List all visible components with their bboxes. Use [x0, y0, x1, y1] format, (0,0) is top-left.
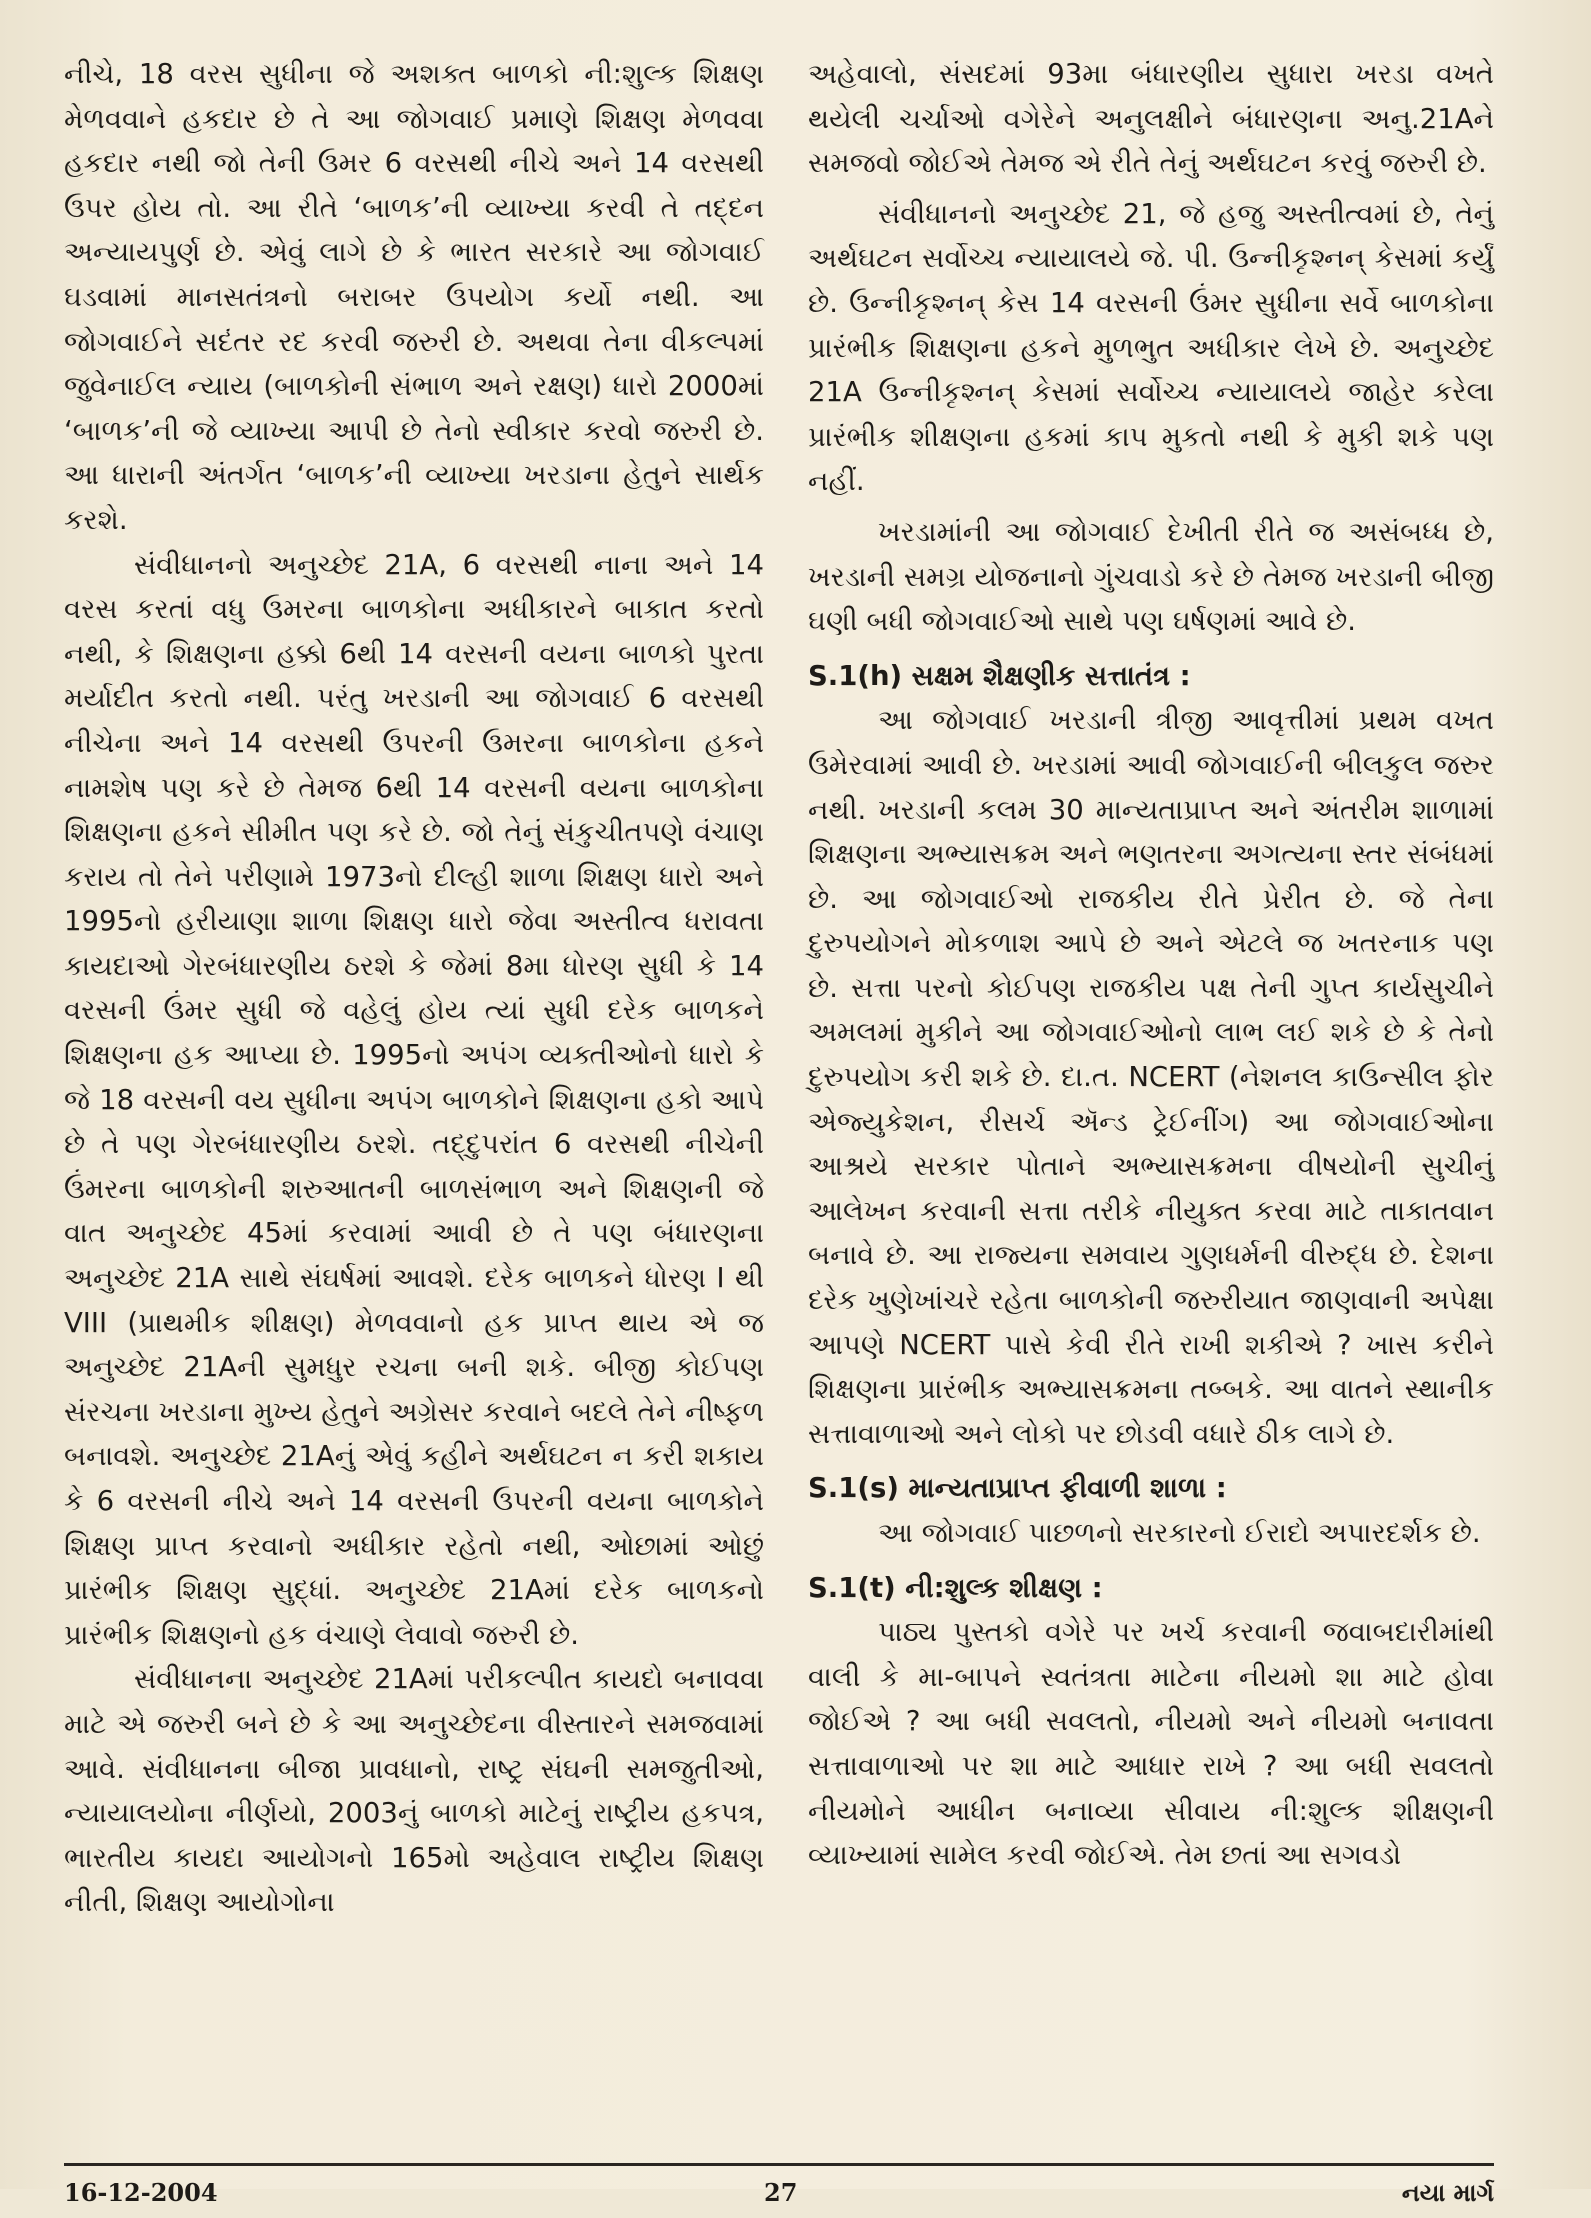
page-footer — [64, 2178, 1494, 2218]
left-paragraph-1: નીચે, 18 વરસ સુધીના જે અશક્ત બાળકો ની:શુલ્ક શિક્ષણ મેળવવાને હકદાર છે તે આ જોગવાઈ પ્રમાણે શિક્ષણ મેળવવા હકદાર નથી જો તેની ઉમર 6 વરસથી નીચે અને 14 વરસથી ઉપર હોય તો. આ રીતે ‘બાળક’ની વ્યાખ્યા કરવી તે તદ્દન અન્યાયપુર્ણ છે. એવું લાગે છે કે ભારત સરકારે આ જોગવાઈ ઘડવામાં માનસતંત્રનો બરાબર ઉપયોગ કર્યો નથી. આ જોગવાઈને સદંતર રદ કરવી જરુરી છે. અથવા તેના વીકલ્પમાં જુવેનાઈલ ન્યાય (બાળકોની સંભાળ અને રક્ષણ) ધારો 2000માં ‘બાળક’ની જે વ્યાખ્યા આપી છે તેનો સ્વીકાર કરવો જરુરી છે. આ ધારાની અંતર્ગત ‘બાળક’ની વ્યાખ્યા ખરડાના હેતુને સાર્થક કરશે. — [64, 58, 764, 536]
right-paragraph-3: ખરડામાંની આ જોગવાઈ દેખીતી રીતે જ અસંબધ્ધ છે, ખરડાની સમગ્ર યોજનાનો ગુંચવાડો કરે છે તેમજ ખરડાની બીજી ઘણી બધી જોગવાઈઓ સાથે પણ ઘર્ષણમાં આવે છે. — [808, 515, 1494, 638]
left-paragraph-2: સંવીધાનનો અનુચ્છેદ 21A, 6 વરસથી નાના અને 14 વરસ કરતાં વધુ ઉમરના બાળકોના અધીકારને બાકાત કરતો નથી, કે શિક્ષણના હક્કો 6થી 14 વરસની વયના બાળકો પુરતા મર્યાદીત કરતો નથી. પરંતુ ખરડાની આ જોગવાઈ 6 વરસથી નીચેના અને 14 વરસથી ઉપરની ઉમરના બાળકોના હકને નામશેષ પણ કરે છે તેમજ 6થી 14 વરસની વયના બાળકોના શિક્ષણના હકને સીમીત પણ કરે છે. જો તેનું સંકુચીતપણે વંચાણ કરાય તો તેને પરીણામે 1973નો દીલ્હી શાળા શિક્ષણ ધારો અને 1995નો હરીયાણા શાળા શિક્ષણ ધારો જેવા અસ્તીત્વ ધરાવતા કાયદાઓ ગેરબંધારણીય ઠરશે કે જેમાં 8મા ધોરણ સુધી કે 14 વરસની ઉંમર સુધી જે વહેલું હોય ત્યાં સુધી દરેક બાળકને શિક્ષણના હક આપ્યા છે. 1995નો અપંગ વ્યક્તીઓનો ધારો કે જે 18 વરસની વય સુધીના અપંગ બાળકોને શિક્ષણના હકો આપે છે તે પણ ગેરબંધારણીય ઠરશે. તદ્દુપરાંત 6 વરસથી નીચેની ઉંમરના બાળકોની શરુઆતની બાળસંભાળ અને શિક્ષણની જે વાત અનુચ્છેદ 45માં કરવામાં આવી છે તે પણ બંધારણના અનુચ્છેદ 21A સાથે સંઘર્ષમાં આવશે. દરેક બાળકને ધોરણ I થી VIII (પ્રાથમીક શીક્ષણ) મેળવવાનો હક પ્રાપ્ત થાય એ જ અનુચ્છેદ 21Aની સુમધુર રચના બની શકે. બીજી કોઈપણ સંરચના ખરડાના મુખ્ય હેતુને અગ્રેસર કરવાને બદલે તેને નીષ્ફળ બનાવશે. અનુચ્છેદ 21Aનું એવું કહીને અર્થઘટન ન કરી શકાય કે 6 વરસની નીચે અને 14 વરસની ઉપરની વયના બાળકોને શિક્ષણ પ્રાપ્ત કરવાનો અધીકાર રહેતો નથી, ઓછામાં ઓછું પ્રારંભીક શિક્ષણ સુદ્ધાં. અનુચ્છેદ 21Aમાં દરેક બાળકનો પ્રારંભીક શિક્ષણનો હક વંચાણે લેવાવો જરુરી છે. — [64, 548, 764, 1651]
section-heading-s1t: S.1(t) ની:શુલ્ક શીક્ષણ : — [808, 1571, 1103, 1604]
issue-date: 16-12-2004 — [64, 2178, 218, 2207]
right-paragraph-6: પાઠ્ય પુસ્તકો વગેરે પર ખર્ચ કરવાની જવાબદારીમાંથી વાલી કે મા-બાપને સ્વતંત્રતા માટેના નીયમો શા માટે હોવા જોઈએ ? આ બધી સવલતો, નીયમો અને નીયમો બનાવતા સત્તાવાળાઓ પર શા માટે આધાર રાખે ? આ બધી સવલતો નીયમોને આધીન બનાવ્યા સીવાય ની:શુલ્ક શીક્ષણની વ્યાખ્યામાં સામેલ કરવી જોઈએ. તેમ છતાં આ સગવડો — [808, 1616, 1494, 1872]
right-paragraph-5: આ જોગવાઈ પાછળનો સરકારનો ઈરાદો અપારદર્શક છે. — [878, 1517, 1481, 1549]
right-paragraph-2: સંવીધાનનો અનુચ્છેદ 21, જે હજુ અસ્તીત્વમાં છે, તેનું અર્થઘટન સર્વોચ્ચ ન્યાયાલયે જે. પી. ઉન્નીકૃશ્નન્ કેસમાં કર્યું છે. ઉન્નીકૃશ્નન્ કેસ 14 વરસની ઉંમર સુધીના સર્વે બાળકોના પ્રારંભીક શિક્ષણના હકને મુળભુત અધીકાર લેખે છે. અનુચ્છેદ 21A ઉન્નીકૃશ્નન્ કેસમાં સર્વોચ્ચ ન્યાયાલયે જાહેર કરેલા પ્રારંભીક શીક્ષણના હકમાં કાપ મુકતો નથી કે મુકી શકે પણ નહીં. — [808, 197, 1494, 498]
left-column — [64, 52, 764, 1925]
left-paragraph-3: સંવીધાનના અનુચ્છેદ 21Aમાં પરીકલ્પીત કાયદો બનાવવા માટે એ જરુરી બને છે કે આ અનુચ્છેદના વીસ્તારને સમજવામાં આવે. સંવીધાનના બીજા પ્રાવધાનો, રાષ્ટ્ર સંઘની સમજુતીઓ, ન્યાયાલયોના નીર્ણયો, 2003નું બાળકો માટેનું રાષ્ટ્રીય હકપત્ર, ભારતીય કાયદા આયોગનો 165મો અહેવાલ રાષ્ટ્રીય શિક્ષણ નીતી, શિક્ષણ આયોગોના — [64, 1663, 764, 1919]
right-paragraph-4: આ જોગવાઈ ખરડાની ત્રીજી આવૃત્તીમાં પ્રથમ વખત ઉમેરવામાં આવી છે. ખરડામાં આવી જોગવાઈની બીલકુલ જરુર નથી. ખરડાની કલમ 30 માન્યતાપ્રાપ્ત અને અંતરીમ શાળામાં શિક્ષણના અભ્યાસક્રમ અને ભણતરના અગત્યના સ્તર સંબંધમાં છે. આ જોગવાઈઓ રાજકીય રીતે પ્રેરીત છે. જે તેના દુરુપયોગને મોકળાશ આપે છે અને એટલે જ ખતરનાક પણ છે. સત્તા પરનો કોઈપણ રાજકીય પક્ષ તેની ગુપ્ત કાર્યસુચીને અમલમાં મુકીને આ જોગવાઈઓનો લાભ લઈ શકે છે કે તેનો દુરુપયોગ કરી શકે છે. દા.ત. NCERT (નેશનલ કાઉન્સીલ ફોર એજ્યુકેશન, રીસર્ચ ઍન્ડ ટ્રેઈનીંગ) આ જોગવાઈઓના આશ્રયે સરકાર પોતાને અભ્યાસક્રમના વીષયોની સુચીનું આલેખન કરવાની સત્તા તરીકે નીયુક્ત કરવા માટે તાકાતવાન બનાવે છે. આ રાજ્યના સમવાય ગુણધર્મની વીરુદ્ધ છે. દેશના દરેક ખુણેખાંચરે રહેતા બાળકોની જરુરીયાત જાણવાની અપેક્ષા આપણે NCERT પાસે કેવી રીતે રાખી શકીએ ? ખાસ કરીને શિક્ષણના પ્રારંભીક અભ્યાસક્રમના તબ્બકે. આ વાતને સ્થાનીક સત્તાવાળાઓ અને લોકો પર છોડવી વધારે ઠીક લાગે છે. — [808, 704, 1494, 1450]
right-column — [808, 52, 1494, 1878]
footer-divider — [64, 2163, 1494, 2166]
page-number: 27 — [764, 2178, 798, 2207]
section-heading-s1s: S.1(s) માન્યતાપ્રાપ્ત ફીવાળી શાળા : — [808, 1472, 1227, 1505]
section-heading-s1h: S.1(h) સક્ષમ શૈક્ષણીક સત્તાતંત્ર : — [808, 659, 1191, 692]
magazine-name: નયા માર્ગ — [1401, 2178, 1494, 2207]
right-paragraph-1: અહેવાલો, સંસદમાં 93મા બંધારણીય સુધારા ખરડા વખતે થયેલી ચર્ચાઓ વગેરેને અનુલક્ષીને બંધારણના અનુ.21Aને સમજવો જોઈએ તેમજ એ રીતે તેનું અર્થઘટન કરવું જરુરી છે. — [808, 58, 1494, 180]
